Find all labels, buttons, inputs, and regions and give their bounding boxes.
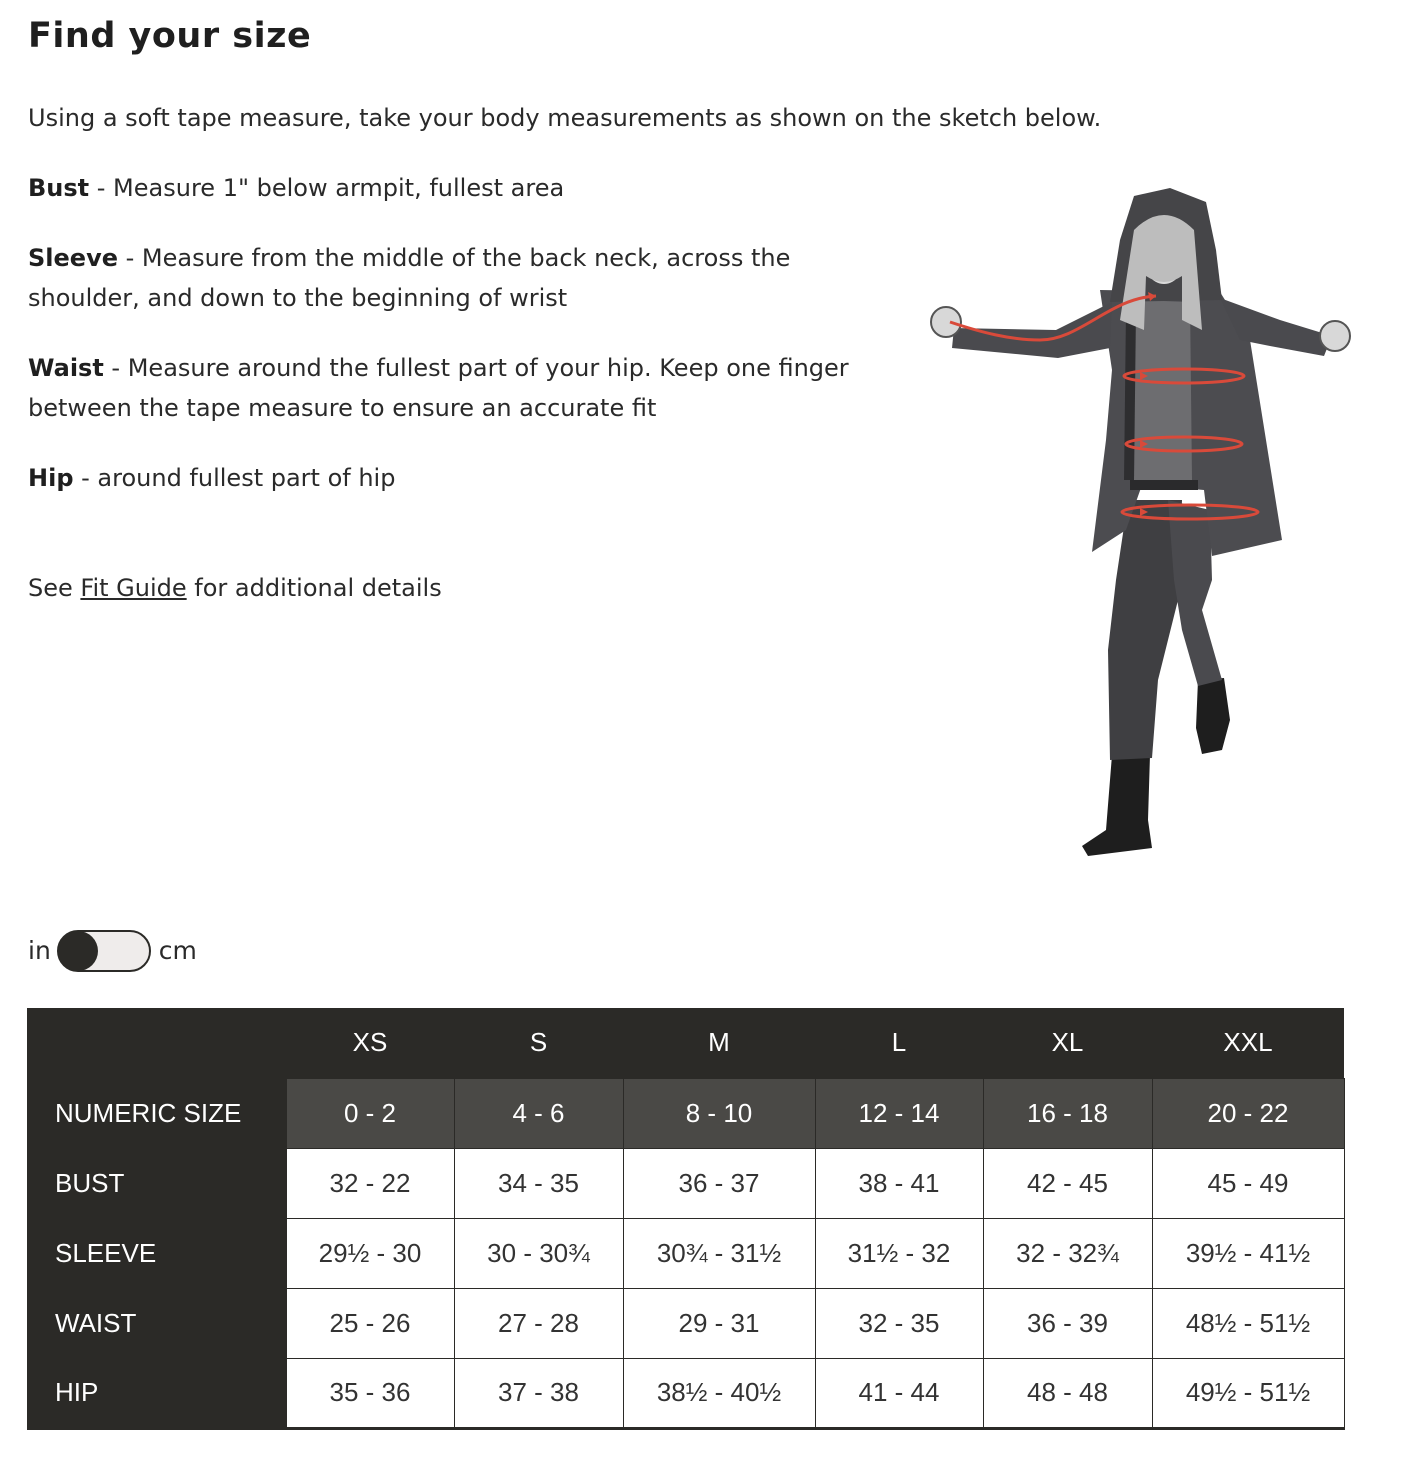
fit-guide-prefix: See <box>28 574 81 602</box>
unit-toggle-switch[interactable] <box>57 930 151 972</box>
measure-sleeve-label: Sleeve <box>28 244 118 272</box>
page-title: Find your size <box>28 16 312 56</box>
row-label-bust: BUST <box>27 1148 286 1218</box>
table-row-bust <box>27 1148 1344 1218</box>
table-row-sleeve <box>27 1218 1344 1288</box>
table-row-hip <box>27 1358 1344 1428</box>
table-cell: 35 - 36 <box>286 1358 454 1428</box>
unit-label-in[interactable]: in <box>28 936 51 965</box>
size-header-m: M <box>623 1008 815 1078</box>
fit-guide-line <box>28 570 442 606</box>
measure-bust <box>28 168 858 208</box>
size-header-xl: XL <box>983 1008 1152 1078</box>
row-label-hip: HIP <box>27 1358 286 1428</box>
left-leg <box>1108 500 1182 760</box>
unit-label-cm[interactable]: cm <box>158 936 197 965</box>
measure-hip-label: Hip <box>28 464 74 492</box>
size-header-s: S <box>454 1008 623 1078</box>
table-cell: 37 - 38 <box>454 1358 623 1428</box>
unit-toggle-row <box>28 928 197 974</box>
left-boot <box>1082 755 1152 856</box>
right-boot <box>1196 678 1230 754</box>
table-cell: 49½ - 51½ <box>1152 1358 1344 1428</box>
table-cell: 30¾ - 31½ <box>623 1218 815 1288</box>
table-cell: 25 - 26 <box>286 1288 454 1358</box>
size-header-l: L <box>815 1008 983 1078</box>
right-hand <box>1320 321 1350 351</box>
measure-waist <box>28 348 858 428</box>
toggle-knob <box>58 931 98 971</box>
size-header-xxl: XXL <box>1152 1008 1344 1078</box>
table-cell: 36 - 39 <box>983 1288 1152 1358</box>
table-cell: 48½ - 51½ <box>1152 1288 1344 1358</box>
table-cell: 31½ - 32 <box>815 1218 983 1288</box>
table-cell: 45 - 49 <box>1152 1148 1344 1218</box>
measure-hip-text: - around fullest part of hip <box>73 464 396 492</box>
table-cell: 42 - 45 <box>983 1148 1152 1218</box>
measure-hip <box>28 458 858 498</box>
table-cell: 0 - 2 <box>286 1078 454 1148</box>
table-cell: 30 - 30¾ <box>454 1218 623 1288</box>
intro-text: Using a soft tape measure, take your body measurements as shown on the sketch below. <box>28 104 1102 132</box>
measurement-sketch <box>920 180 1370 870</box>
table-cell: 27 - 28 <box>454 1288 623 1358</box>
table-header-row <box>27 1008 1344 1078</box>
fit-guide-link[interactable]: Fit Guide <box>80 574 187 602</box>
table-cell: 32 - 32¾ <box>983 1218 1152 1288</box>
table-cell: 29 - 31 <box>623 1288 815 1358</box>
left-hand <box>931 307 961 337</box>
table-cell: 48 - 48 <box>983 1358 1152 1428</box>
measure-bust-label: Bust <box>28 174 90 202</box>
measure-waist-text: - Measure around the fullest part of your hip. Keep one finger between the tape measure to ensure an accurate fit <box>28 354 849 422</box>
measure-sleeve-text: - Measure from the middle of the back neck, across the shoulder, and down to the beginning of wrist <box>28 244 791 312</box>
table-cell: 29½ - 30 <box>286 1218 454 1288</box>
size-chart-table <box>27 1008 1345 1430</box>
table-cell: 20 - 22 <box>1152 1078 1344 1148</box>
table-cell: 39½ - 41½ <box>1152 1218 1344 1288</box>
table-cell: 4 - 6 <box>454 1078 623 1148</box>
row-label-waist: WAIST <box>27 1288 286 1358</box>
table-cell: 12 - 14 <box>815 1078 983 1148</box>
table-cell: 34 - 35 <box>454 1148 623 1218</box>
table-row-numeric-size <box>27 1078 1344 1148</box>
row-label-numeric-size: NUMERIC SIZE <box>27 1078 286 1148</box>
size-header-xs: XS <box>286 1008 454 1078</box>
table-cell: 32 - 35 <box>815 1288 983 1358</box>
belt <box>1130 480 1198 490</box>
measure-bust-text: - Measure 1" below armpit, fullest area <box>89 174 565 202</box>
table-cell: 8 - 10 <box>623 1078 815 1148</box>
measure-sleeve <box>28 238 858 318</box>
measure-waist-label: Waist <box>28 354 104 382</box>
header-corner <box>27 1008 286 1078</box>
table-cell: 36 - 37 <box>623 1148 815 1218</box>
table-row-waist <box>27 1288 1344 1358</box>
row-label-sleeve: SLEEVE <box>27 1218 286 1288</box>
fit-guide-suffix: for additional details <box>186 574 442 602</box>
table-cell: 38 - 41 <box>815 1148 983 1218</box>
table-cell: 41 - 44 <box>815 1358 983 1428</box>
table-cell: 16 - 18 <box>983 1078 1152 1148</box>
table-cell: 38½ - 40½ <box>623 1358 815 1428</box>
table-cell: 32 - 22 <box>286 1148 454 1218</box>
